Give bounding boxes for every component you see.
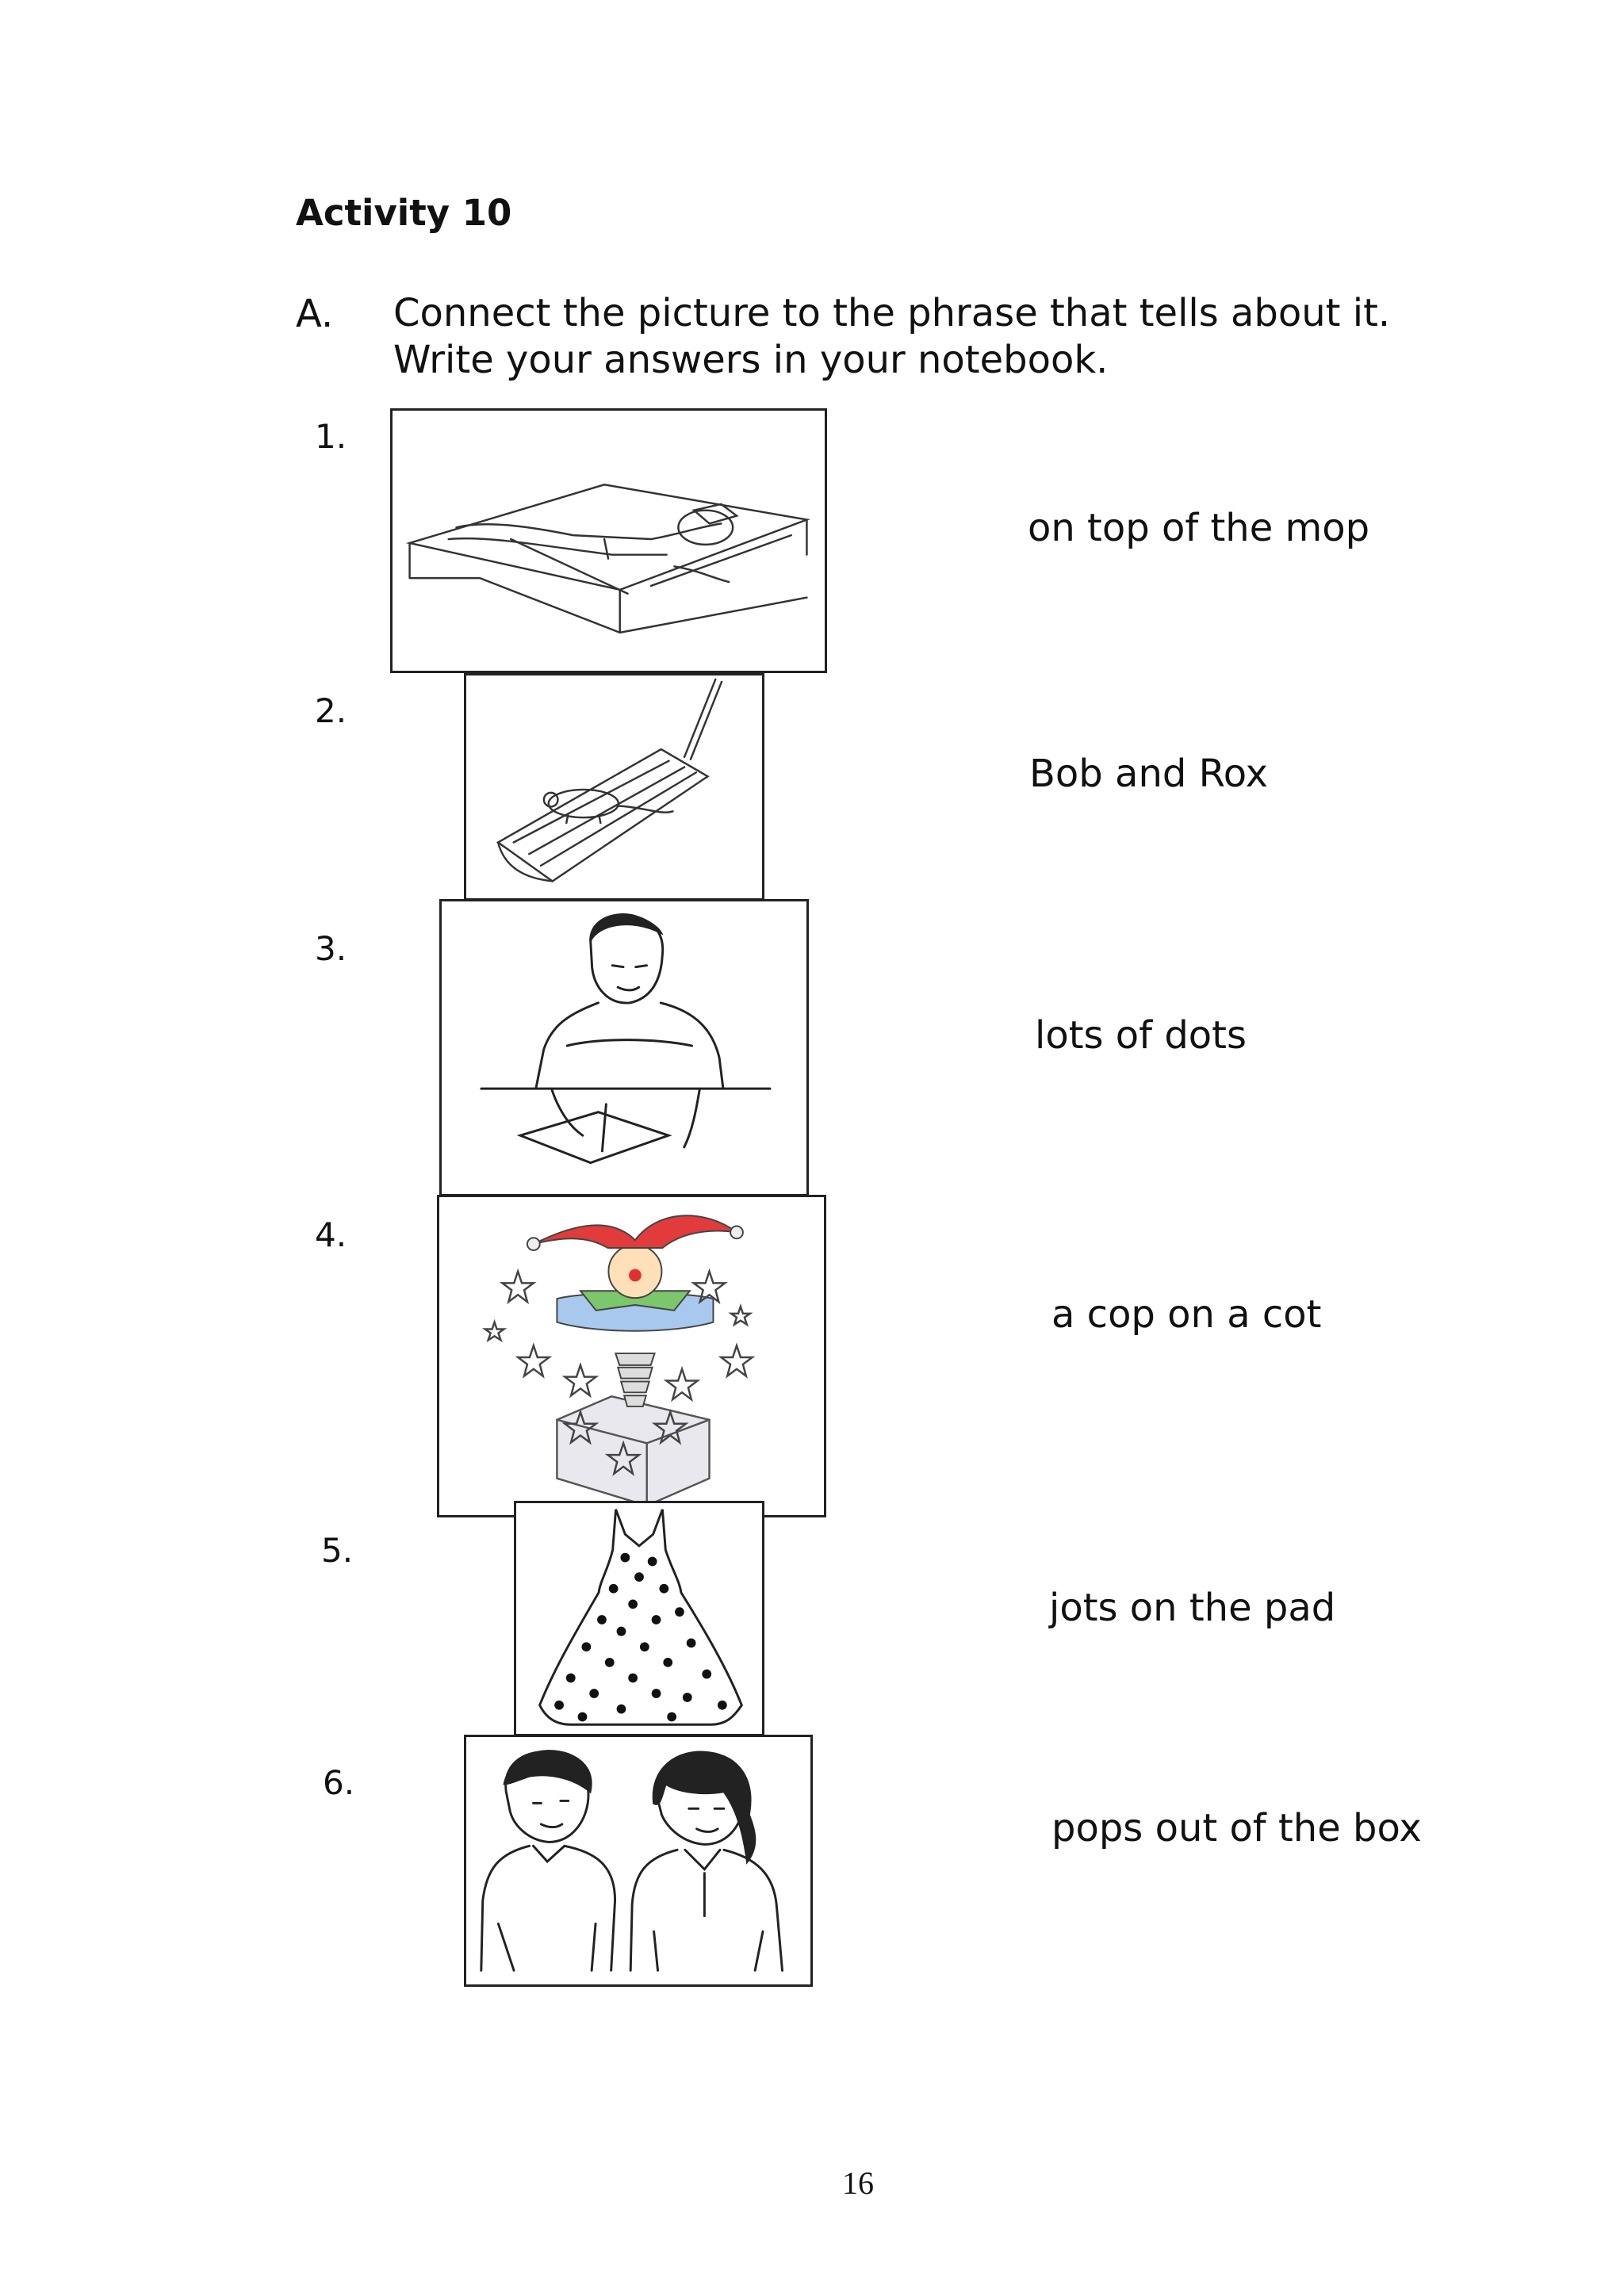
item-number-1: 1. bbox=[315, 417, 347, 456]
phrase-1: on top of the mop bbox=[1028, 506, 1370, 550]
polka-dot-dress-icon bbox=[516, 1503, 762, 1734]
boy-and-girl-icon bbox=[466, 1737, 810, 1984]
phrase-6: pops out of the box bbox=[1051, 1806, 1422, 1850]
picture-5 bbox=[514, 1501, 764, 1736]
picture-1 bbox=[390, 408, 827, 673]
item-number-5: 5. bbox=[321, 1531, 354, 1570]
boy-writing-icon bbox=[442, 901, 806, 1194]
instructions bbox=[393, 290, 1390, 384]
picture-6 bbox=[464, 1735, 813, 1987]
picture-4 bbox=[437, 1195, 826, 1517]
item-number-6: 6. bbox=[323, 1763, 355, 1802]
picture-2 bbox=[464, 673, 764, 901]
jack-in-the-box-icon bbox=[439, 1197, 824, 1515]
rat-on-mop-icon bbox=[466, 675, 762, 898]
instruction-line-2: Write your answers in your notebook. bbox=[393, 338, 1109, 382]
phrase-2: Bob and Rox bbox=[1029, 752, 1269, 796]
item-number-3: 3. bbox=[315, 929, 347, 968]
instruction-line-1: Connect the picture to the phrase that tells about it. bbox=[393, 291, 1391, 335]
section-letter: A. bbox=[296, 292, 334, 336]
picture-3 bbox=[439, 899, 809, 1196]
activity-title: Activity 10 bbox=[296, 192, 512, 234]
phrase-3: lots of dots bbox=[1035, 1013, 1247, 1058]
page-number: 16 bbox=[842, 2165, 874, 2201]
cop-on-cot-icon bbox=[393, 411, 825, 671]
item-number-2: 2. bbox=[315, 691, 347, 730]
phrase-5: jots on the pad bbox=[1049, 1586, 1336, 1630]
phrase-4: a cop on a cot bbox=[1051, 1292, 1322, 1337]
item-number-4: 4. bbox=[315, 1215, 347, 1254]
